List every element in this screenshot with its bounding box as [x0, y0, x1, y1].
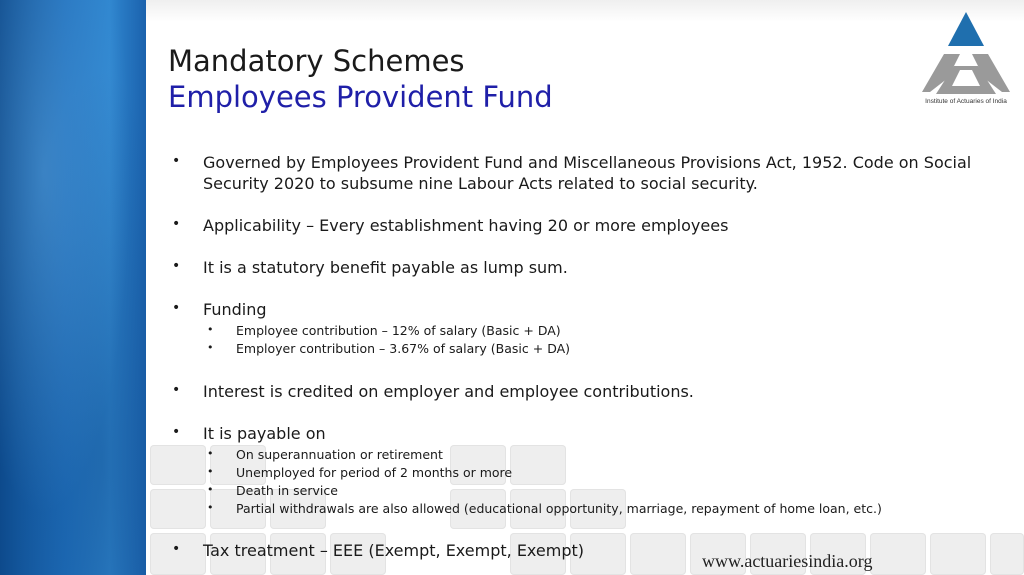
bullet-item — [172, 381, 1002, 402]
bullet-list — [172, 152, 1002, 561]
bullet-text: Governed by Employees Provident Fund and Miscellaneous Provisions Act, 1952. Code on Social Security 2020 to subsume nine Labour Acts related to social security. — [203, 153, 972, 193]
sub-item-text: On superannuation or retirement — [236, 447, 443, 462]
bullet-text: It is payable on — [203, 424, 326, 443]
sub-item — [207, 322, 1002, 340]
page-title: Mandatory Schemes — [168, 44, 465, 78]
bullet-item — [172, 423, 1002, 518]
bullet-icon: • — [172, 300, 181, 316]
logo-caption: Institute of Actuaries of India — [925, 98, 1007, 105]
bullet-icon: • — [172, 382, 181, 398]
sub-item — [207, 464, 1002, 482]
sub-item — [207, 446, 1002, 464]
sub-item-text: Employer contribution – 3.67% of salary (Basic + DA) — [236, 341, 571, 356]
bullet-icon: • — [172, 424, 181, 440]
bullet-item — [172, 540, 1002, 561]
bullet-text: Interest is credited on employer and employee contributions. — [203, 382, 694, 401]
institute-logo — [918, 10, 1014, 110]
sub-bullet-icon: • — [207, 483, 214, 496]
bullet-text: Funding — [203, 300, 267, 319]
bullet-item — [172, 257, 1002, 278]
sub-bullet-icon: • — [207, 501, 214, 514]
bullet-item — [172, 152, 1002, 194]
bullet-icon: • — [172, 153, 181, 169]
footer-website-link[interactable]: www.actuariesindia.org — [702, 551, 873, 571]
sub-item-text: Death in service — [236, 483, 338, 498]
sub-bullet-icon: • — [207, 447, 214, 460]
sub-item — [207, 500, 1002, 518]
sub-item — [207, 340, 1002, 358]
bullet-text: Applicability – Every establishment having 20 or more employees — [203, 216, 729, 235]
page-subtitle: Employees Provident Fund — [168, 80, 553, 114]
sub-item-text: Partial withdrawals are also allowed (educational opportunity, marriage, repayment of home loan, etc.) — [236, 501, 882, 516]
top-shadow — [146, 0, 1024, 22]
bullet-icon: • — [172, 541, 181, 557]
sub-item — [207, 482, 1002, 500]
sub-bullet-icon: • — [207, 341, 214, 354]
sub-list — [172, 322, 1002, 358]
sub-item-text: Employee contribution – 12% of salary (Basic + DA) — [236, 323, 561, 338]
sub-item-text: Unemployed for period of 2 months or more — [236, 465, 513, 480]
side-decorative-panel — [0, 0, 146, 575]
bullet-icon: • — [172, 216, 181, 232]
bullet-icon: • — [172, 258, 181, 274]
logo-emblem-icon — [918, 10, 1014, 96]
sub-bullet-icon: • — [207, 323, 214, 336]
bullet-text: Tax treatment – EEE (Exempt, Exempt, Exempt) — [203, 541, 584, 560]
sub-bullet-icon: • — [207, 465, 214, 478]
bullet-item — [172, 215, 1002, 236]
bullet-text: It is a statutory benefit payable as lump sum. — [203, 258, 568, 277]
sub-list — [172, 446, 1002, 518]
bullet-item — [172, 299, 1002, 358]
